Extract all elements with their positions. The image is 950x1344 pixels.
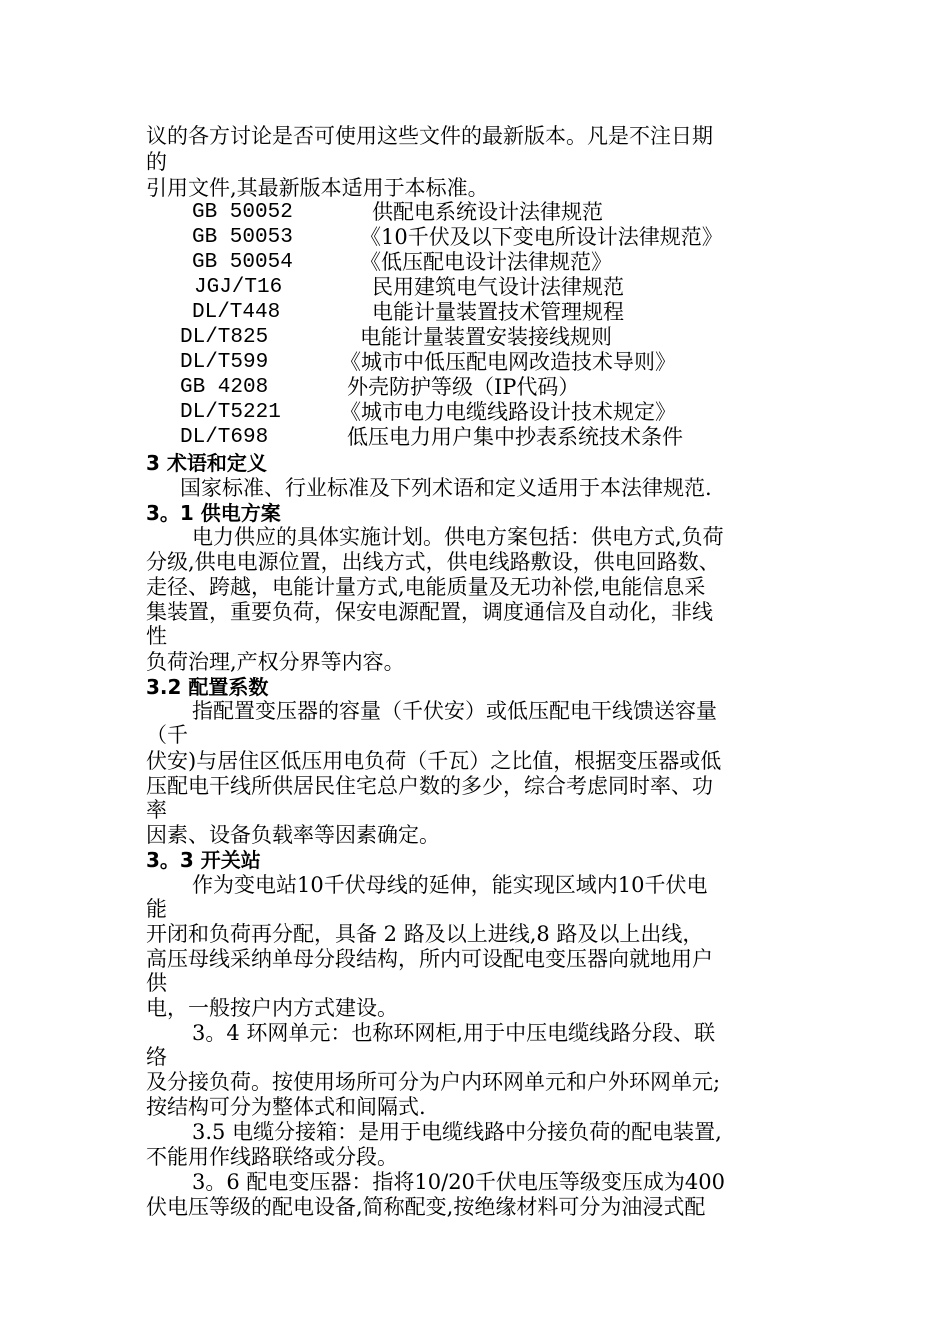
reference-code: DL/T825 bbox=[180, 326, 269, 349]
paragraph-line: 3。4 环网单元：也称环网柜,用于中压电缆线路分段、联 bbox=[192, 1021, 716, 1045]
reference-code: DL/T5221 bbox=[180, 401, 281, 424]
paragraph-line: 3。6 配电变压器：指将10/20千伏电压等级变压成为400 bbox=[192, 1170, 725, 1194]
paragraph-line: 络 bbox=[146, 1045, 167, 1069]
intro-line: 的 bbox=[146, 150, 167, 174]
reference-title: 电能计量装置安装接线规则 bbox=[360, 325, 612, 349]
paragraph-line: 压配电干线所供居民住宅总户数的多少，综合考虑同时率、功 bbox=[146, 774, 713, 798]
paragraph-line: 按结构可分为整体式和间隔式. bbox=[146, 1095, 426, 1119]
reference-title: 《城市中低压配电网改造技术导则》 bbox=[340, 350, 676, 374]
reference-code: GB 50052 bbox=[192, 201, 293, 224]
paragraph-line: 负荷治理,产权分界等内容。 bbox=[146, 650, 405, 674]
reference-title: 低压电力用户集中抄表系统技术条件 bbox=[347, 425, 683, 449]
section-heading: 3.2 配置系数 bbox=[146, 675, 269, 699]
reference-title: 民用建筑电气设计法律规范 bbox=[372, 275, 624, 299]
paragraph-line: 开闭和负荷再分配，具备 2 路及以上进线,8 路及以上出线， bbox=[146, 922, 704, 946]
section-heading: 3 术语和定义 bbox=[146, 451, 267, 475]
paragraph-line: 国家标准、行业标准及下列术语和定义适用于本法律规范. bbox=[180, 476, 712, 500]
paragraph-line: 供 bbox=[146, 971, 167, 995]
reference-code: DL/T448 bbox=[192, 301, 281, 324]
paragraph-line: 指配置变压器的容量（千伏安）或低压配电干线馈送容量 bbox=[192, 699, 717, 723]
reference-code: GB 50053 bbox=[192, 226, 293, 249]
paragraph-line: 率 bbox=[146, 798, 167, 822]
reference-code: GB 4208 bbox=[180, 376, 269, 399]
reference-code: DL/T698 bbox=[180, 426, 269, 449]
reference-title: 《城市电力电缆线路设计技术规定》 bbox=[340, 400, 676, 424]
reference-code: DL/T599 bbox=[180, 351, 269, 374]
paragraph-line: 性 bbox=[146, 624, 167, 648]
reference-title: 《低压配电设计法律规范》 bbox=[360, 250, 612, 274]
intro-line: 议的各方讨论是否可使用这些文件的最新版本。凡是不注日期 bbox=[146, 124, 713, 148]
paragraph-line: 伏安)与居住区低压用电负荷（千瓦）之比值，根据变压器或低 bbox=[146, 749, 722, 773]
paragraph-line: 能 bbox=[146, 897, 167, 921]
paragraph-line: 3.5 电缆分接箱：是用于电缆线路中分接负荷的配电装置, bbox=[192, 1120, 722, 1144]
paragraph-line: （千 bbox=[146, 723, 188, 747]
intro-line: 引用文件,其最新版本适用于本标准。 bbox=[146, 176, 489, 200]
reference-title: 电能计量装置技术管理规程 bbox=[372, 300, 624, 324]
paragraph-line: 集装置，重要负荷，保安电源配置，调度通信及自动化，非线 bbox=[146, 600, 713, 624]
paragraph-line: 作为变电站10千伏母线的延伸，能实现区域内10千伏电 bbox=[192, 873, 708, 897]
reference-code: JGJ/T16 bbox=[194, 276, 283, 299]
paragraph-line: 因素、设备负载率等因素确定。 bbox=[146, 823, 440, 847]
paragraph-line: 不能用作线路联络或分段。 bbox=[146, 1145, 398, 1169]
paragraph-line: 电，一般按户内方式建设。 bbox=[146, 996, 398, 1020]
section-heading: 3。1 供电方案 bbox=[146, 501, 281, 525]
paragraph-line: 分级,供电电源位置，出线方式，供电线路敷设，供电回路数、 bbox=[146, 550, 720, 574]
paragraph-line: 及分接负荷。按使用场所可分为户内环网单元和户外环网单元; bbox=[146, 1070, 721, 1094]
reference-title: 供配电系统设计法律规范 bbox=[372, 200, 603, 224]
section-heading: 3。3 开关站 bbox=[146, 848, 261, 872]
reference-title: 外壳防护等级（IP代码） bbox=[347, 375, 580, 399]
paragraph-line: 伏电压等级的配电设备,简称配变,按绝缘材料可分为油浸式配 bbox=[146, 1195, 706, 1219]
reference-code: GB 50054 bbox=[192, 251, 293, 274]
paragraph-line: 走径、跨越，电能计量方式,电能质量及无功补偿,电能信息采 bbox=[146, 575, 706, 599]
reference-title: 《10千伏及以下变电所设计法律规范》 bbox=[360, 225, 723, 249]
paragraph-line: 高压母线采纳单母分段结构，所内可设配电变压器向就地用户 bbox=[146, 947, 713, 971]
paragraph-line: 电力供应的具体实施计划。供电方案包括：供电方式,负荷 bbox=[192, 525, 724, 549]
